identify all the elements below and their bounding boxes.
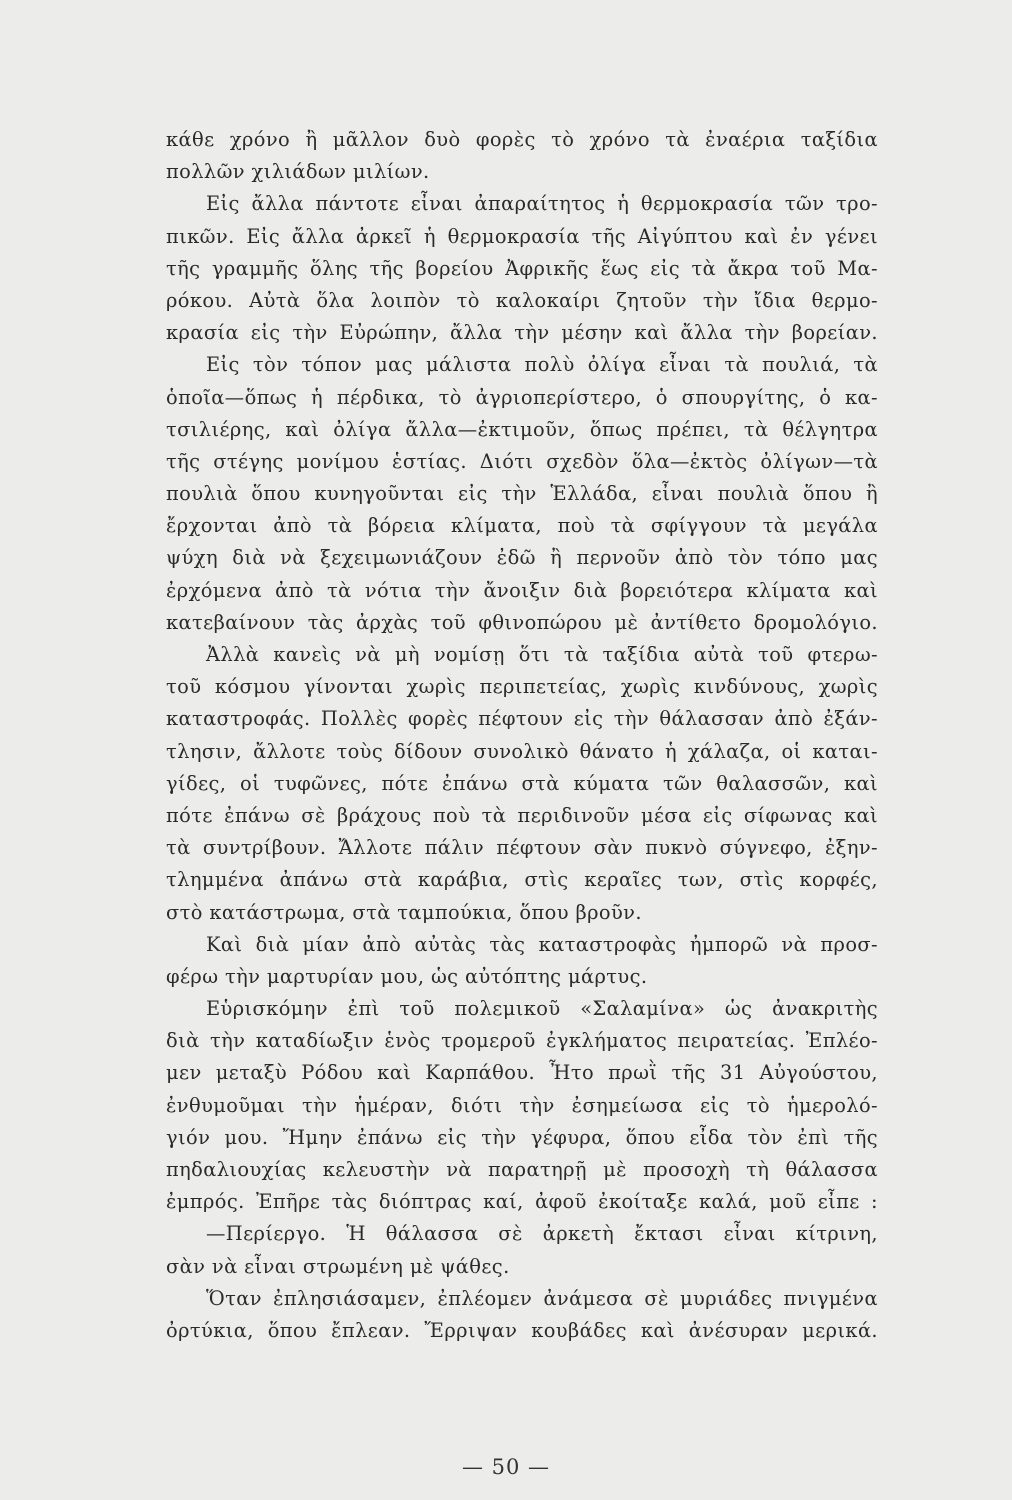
text-line: ἐμπρός. Ἐπῆρε τὰς διόπτρας καί, ἀφοῦ ἐκοίταξε καλά, μοῦ εἶπε : [166, 1190, 878, 1214]
text-line: κρασία εἰς τὴν Εὐρώπην, ἄλλα τὴν μέσην καὶ ἄλλα τὴν βορείαν. [166, 321, 878, 345]
text-line: πότε ἐπάνω σὲ βράχους ποὺ τὰ περιδινοῦν μέσα εἰς σίφωνας καὶ [166, 803, 878, 827]
text-line: τλημμένα ἀπάνω στὰ καράβια, στὶς κεραῖες των, στὶς κορφές, [166, 868, 878, 892]
text-line: γίδες, οἱ τυφῶνες, πότε ἐπάνω στὰ κύματα τῶν θαλασσῶν, καὶ [166, 771, 878, 795]
text-line: Ἀλλὰ κανεὶς νὰ μὴ νομίσῃ ὅτι τὰ ταξίδια αὐτὰ τοῦ φτερω- [206, 643, 878, 666]
text-line: Ὅταν ἐπλησιάσαμεν, ἐπλέομεν ἀνάμεσα σὲ μυριάδες πνιγμένα [206, 1286, 878, 1310]
text-line: ὀρτύκια, ὅπου ἔπλεαν. Ἔρριψαν κουβάδες καὶ ἀνέσυραν μερικά. [166, 1318, 878, 1342]
text-line: μεν μεταξὺ Ρόδου καὶ Καρπάθου. Ἦτο πρωῒ τῆς 31 Αὐγούστου, [166, 1061, 878, 1085]
text-line: ψύχη διὰ νὰ ξεχειμωνιάζουν ἐδῶ ἢ περνοῦν ἀπὸ τὸν τόπο μας [166, 546, 878, 570]
text-line: ἐρχόμενα ἀπὸ τὰ νότια τὴν ἄνοιξιν διὰ βορειότερα κλίματα καὶ [166, 578, 878, 602]
text-line: τοῦ κόσμου γίνονται χωρὶς περιπετείας, χωρὶς κινδύνους, χωρὶς [166, 675, 878, 699]
text-line: ἐνθυμοῦμαι τὴν ἡμέραν, διότι τὴν ἐσημείωσα εἰς τὸ ἡμερολό- [166, 1093, 878, 1117]
text-line: κατεβαίνουν τὰς ἀρχὰς τοῦ φθινοπώρου μὲ ἀντίθετο δρομολόγιο. [166, 610, 878, 634]
text-line: πηδαλιουχίας κελευστὴν νὰ παρατηρῇ μὲ προσοχὴ τὴ θάλασσα [166, 1158, 878, 1181]
text-line: πουλιὰ ὅπου κυνηγοῦνται εἰς τὴν Ἑλλάδα, εἶναι πουλιὰ ὅπου ἢ [166, 482, 878, 506]
text-line: ὁποῖα—ὅπως ἡ πέρδικα, τὸ ἀγριοπερίστερο, ὁ σπουργίτης, ὁ κα- [166, 385, 878, 409]
text-line: πολλῶν χιλιάδων μιλίων. [166, 160, 430, 184]
text-line: στὸ κατάστρωμα, στὰ ταμπούκια, ὅπου βροῦν. [166, 900, 642, 924]
text-line: Εἰς τὸν τόπον μας μάλιστα πολὺ ὀλίγα εἶναι τὰ πουλιά, τὰ [206, 353, 878, 377]
text-line: γιόν μου. Ἤμην ἐπάνω εἰς τὴν γέφυρα, ὅπου εἶδα τὸν ἐπὶ τῆς [166, 1125, 878, 1149]
text-line: καταστροφάς. Πολλὲς φορὲς πέφτουν εἰς τὴν θάλασσαν ἀπὸ ἐξάν- [166, 707, 878, 731]
page-number: — 50 — [461, 1455, 551, 1479]
text-line: κάθε χρόνο ἢ μᾶλλον δυὸ φορὲς τὸ χρόνο τὰ ἐναέρια ταξίδια [166, 128, 878, 151]
text-line: —Περίεργο. Ἡ θάλασσα σὲ ἀρκετὴ ἔκτασι εἶναι κίτρινη, [206, 1222, 878, 1246]
text-line: τλησιν, ἄλλοτε τοὺς δίδουν συνολικὸ θάνατο ἡ χάλαζα, οἱ καται- [166, 739, 878, 763]
text-line: Εὑρισκόμην ἐπὶ τοῦ πολεμικοῦ «Σαλαμίνα» ὡς ἀνακριτὴς [206, 997, 878, 1021]
text-line: τὰ συντρίβουν. Ἄλλοτε πάλιν πέφτουν σὰν πυκνὸ σύγνεφο, ἐξην- [166, 836, 878, 860]
body-text [166, 124, 878, 1347]
text-line: διὰ τὴν καταδίωξιν ἑνὸς τρομεροῦ ἐγκλήματος πειρατείας. Ἐπλέο- [166, 1029, 878, 1053]
text-line: σὰν νὰ εἶναι στρωμένη μὲ ψάθες. [166, 1254, 510, 1278]
text-line: φέρω τὴν μαρτυρίαν μου, ὡς αὐτόπτης μάρτυς. [166, 964, 648, 988]
text-line: Καὶ διὰ μίαν ἀπὸ αὐτὰς τὰς καταστροφὰς ἠμπορῶ νὰ προσ- [206, 932, 878, 956]
text-line: τῆς γραμμῆς ὅλης τῆς βορείου Ἀφρικῆς ἕως εἰς τὰ ἄκρα τοῦ Μα- [166, 256, 878, 280]
text-line: πικῶν. Εἰς ἄλλα ἀρκεῖ ἡ θερμοκρασία τῆς Αἰγύπτου καὶ ἐν γένει [166, 224, 878, 248]
text-line: ἔρχονται ἀπὸ τὰ βόρεια κλίματα, ποὺ τὰ σφίγγουν τὰ μεγάλα [166, 514, 878, 538]
text-line: Εἰς ἄλλα πάντοτε εἶναι ἀπαραίτητος ἡ θερμοκρασία τῶν τρο- [206, 192, 878, 216]
text-line: τσιλιέρης, καὶ ὀλίγα ἄλλα—ἐκτιμοῦν, ὅπως πρέπει, τὰ θέλγητρα [166, 417, 878, 441]
text-line: ρόκου. Αὐτὰ ὅλα λοιπὸν τὸ καλοκαίρι ζητοῦν τὴν ἴδια θερμο- [166, 288, 878, 312]
text-line: τῆς στέγης μονίμου ἑστίας. Διότι σχεδὸν ὅλα—ἐκτὸς ὀλίγων—τὰ [166, 449, 878, 473]
